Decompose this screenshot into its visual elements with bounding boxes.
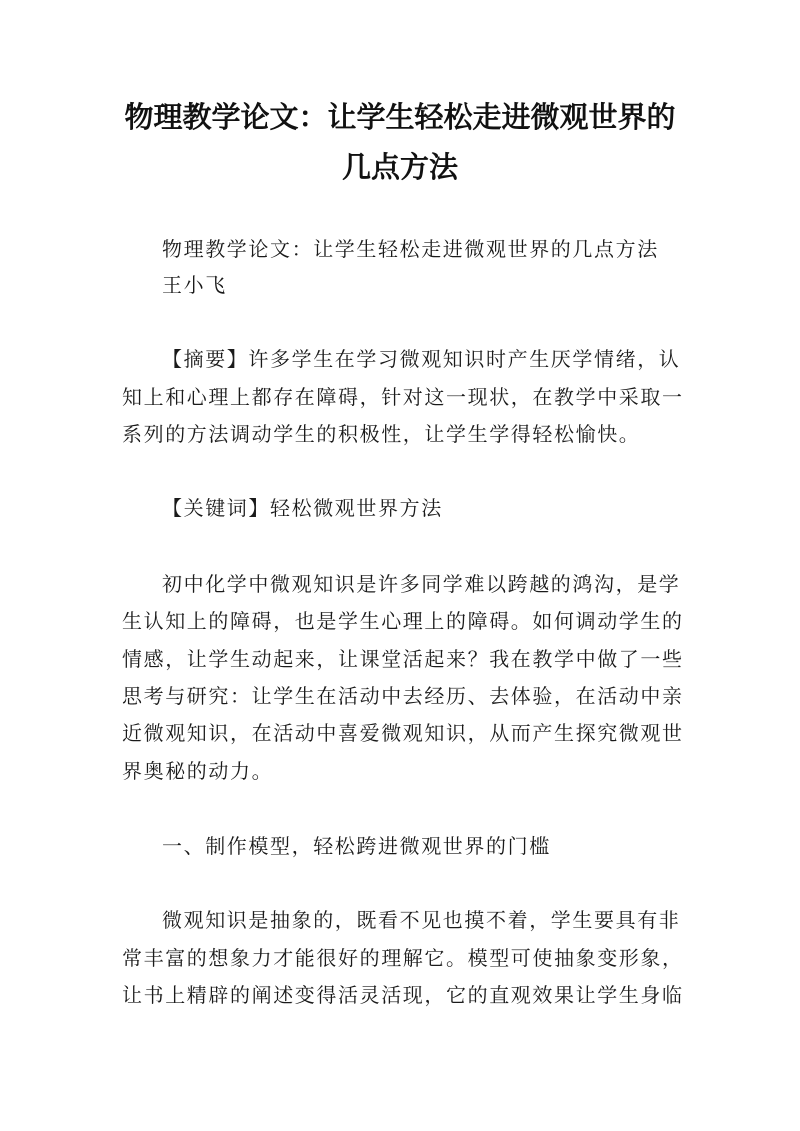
- section-1-line-1: 微观知识是抽象的，既看不见也摸不着，学生要具有非: [162, 908, 681, 932]
- intro-line-1: 初中化学中微观知识是许多同学难以跨越的鸿沟，是学: [162, 572, 681, 596]
- keywords: 【关键词】轻松微观世界方法: [162, 496, 443, 520]
- section-1-line-2: 常丰富的想象力才能很好的理解它。模型可使抽象变形象，: [122, 946, 684, 970]
- intro-line-6: 界奥秘的动力。: [122, 759, 274, 783]
- abstract-line-3: 系列的方法调动学生的积极性，让学生学得轻松愉快。: [122, 422, 641, 446]
- intro-line-5: 近微观知识，在活动中喜爱微观知识，从而产生探究微观世: [122, 721, 684, 745]
- document-title: [100, 92, 700, 192]
- intro-line-3: 情感，让学生动起来，让课堂活起来？我在教学中做了一些: [122, 647, 684, 671]
- abstract-line-2: 知上和心理上都存在障碍，针对这一现状，在教学中采取一: [122, 385, 684, 409]
- subtitle: 物理教学论文：让学生轻松走进微观世界的几点方法: [162, 237, 659, 261]
- section-1-line-3: 让书上精辟的阐述变得活灵活现，它的直观效果让学生身临: [122, 983, 684, 1007]
- author: 王小飞: [162, 273, 227, 297]
- section-1-heading: 一、制作模型，轻松跨进微观世界的门槛: [162, 834, 551, 858]
- intro-line-2: 生认知上的障碍，也是学生心理上的障碍。如何调动学生的: [122, 609, 684, 633]
- intro-line-4: 思考与研究：让学生在活动中去经历、去体验，在活动中亲: [122, 684, 684, 708]
- abstract-line-1: 【摘要】许多学生在学习微观知识时产生厌学情绪，认: [162, 347, 681, 371]
- title-line-2: 几点方法: [341, 150, 458, 184]
- title-line-1: 物理教学论文：让学生轻松走进微观世界的: [124, 100, 676, 134]
